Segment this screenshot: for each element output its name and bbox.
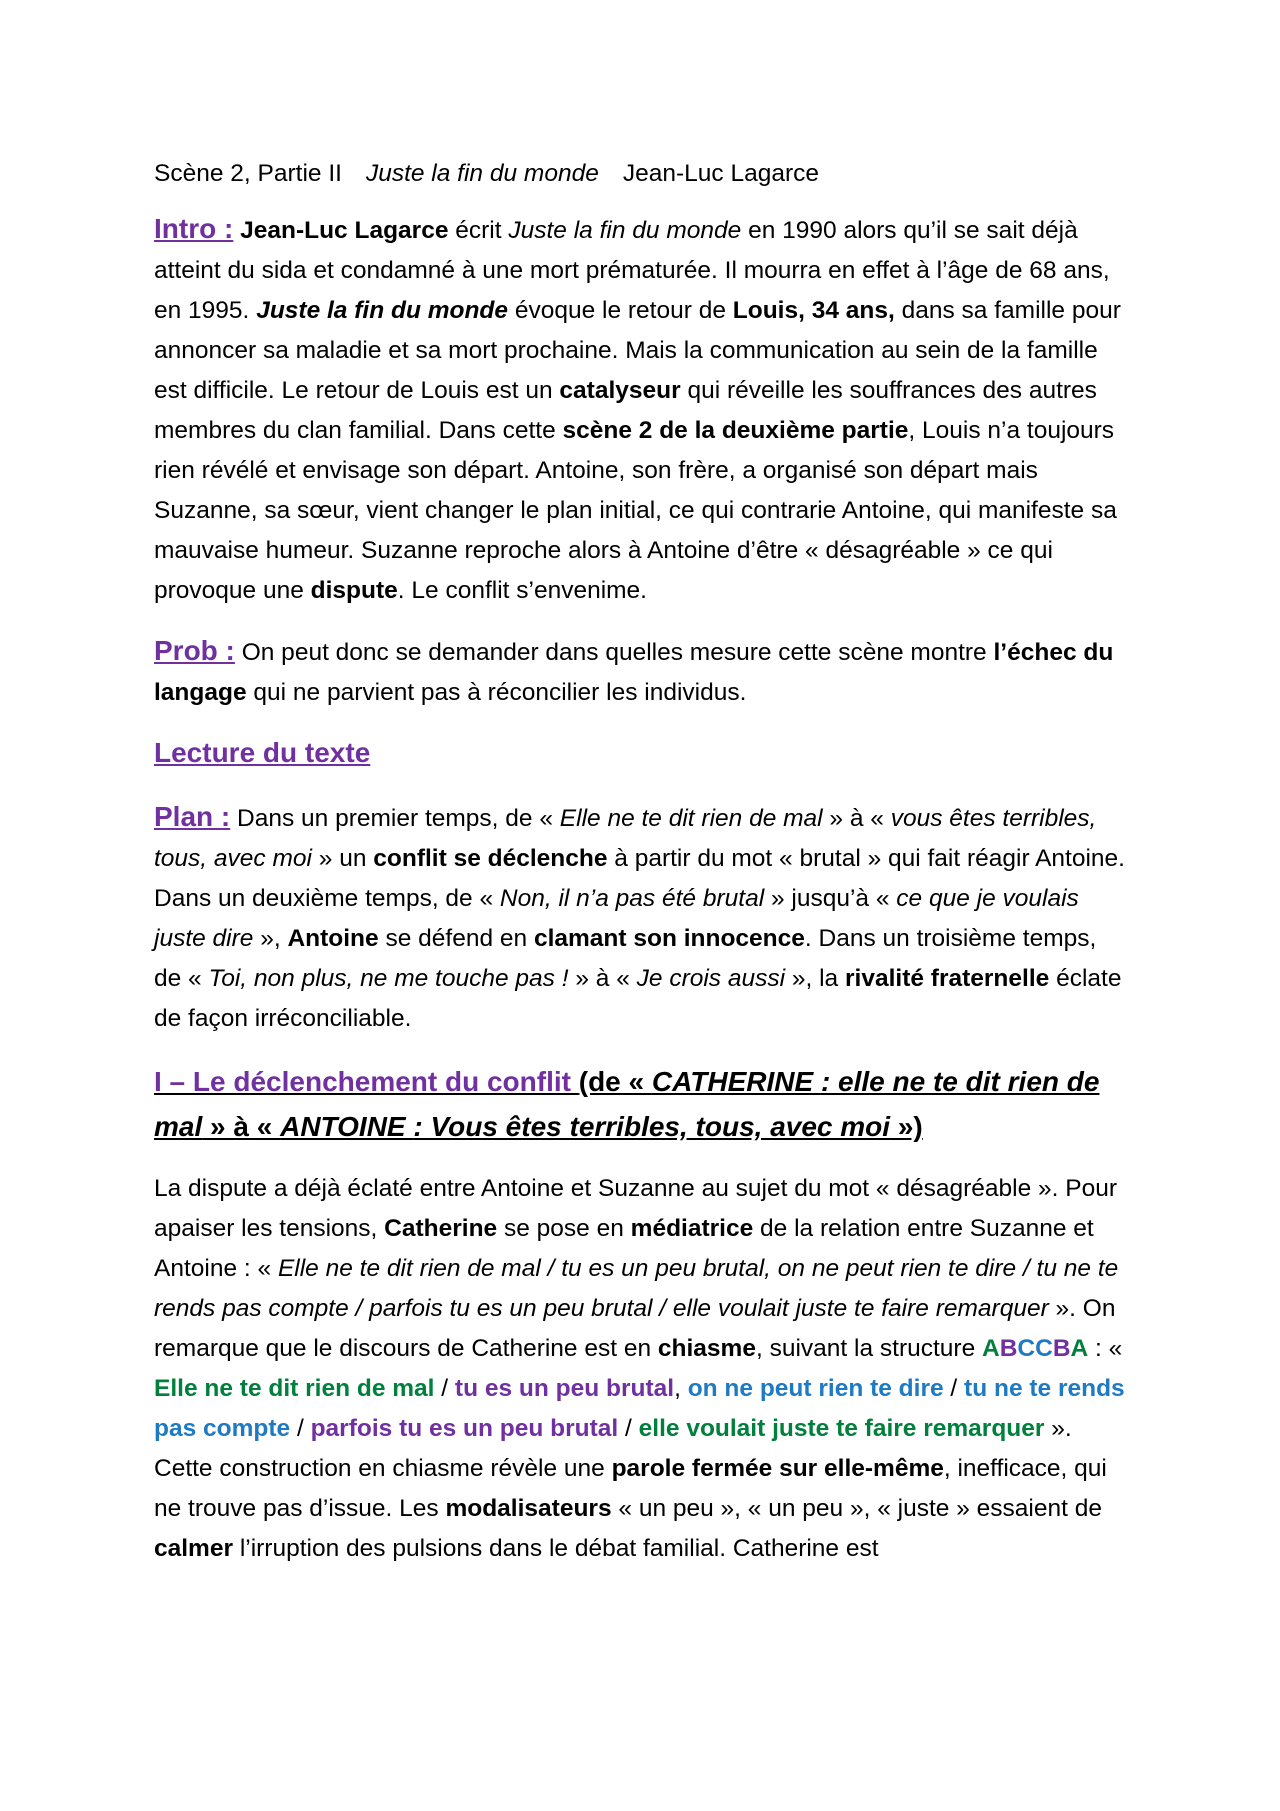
chiasme-letter-c: C	[1035, 1335, 1053, 1362]
intro-text: dans sa famille pour annoncer sa maladie et sa mort prochaine. Mais la communication au sein de la famille est difficile. Le retour de Louis est un	[154, 297, 1121, 404]
chiasme-part-c: on ne peut rien te dire	[687, 1375, 944, 1402]
body-text: ». On remarque que le discours de Catherine est en	[154, 1295, 1116, 1362]
section-1-quote: : elle ne te dit rien de mal	[154, 1066, 1100, 1142]
plan-bold: rivalité fraternelle	[845, 965, 1050, 992]
body-text: , inefficace, qui ne trouve pas d’issue. Les	[154, 1455, 1107, 1522]
lecture-label: Lecture du texte	[154, 737, 371, 768]
plan-quote: Elle ne te dit rien de mal	[559, 805, 823, 832]
intro-author: Jean-Luc Lagarce	[240, 217, 449, 244]
prob-label: Prob :	[154, 635, 235, 666]
section-1-quote: CATHERINE	[651, 1066, 821, 1097]
plan-text: Dans un premier temps, de «	[230, 805, 560, 832]
chiasme-separator: /	[290, 1415, 311, 1442]
section-1-range: » à «	[202, 1111, 281, 1142]
body-text: se pose en	[497, 1215, 631, 1242]
plan-quote: ce que je voulais juste dire	[154, 885, 1079, 952]
plan-quote: vous êtes terribles, tous, avec moi	[154, 805, 1097, 872]
plan-quote: Toi, non plus, ne me touche pas !	[208, 965, 569, 992]
plan-text: » à «	[822, 805, 891, 832]
plan-paragraph	[154, 797, 1130, 1039]
prob-text: qui ne parvient pas à réconcilier les individus.	[246, 679, 747, 706]
body-text: : «	[1088, 1335, 1123, 1362]
plan-label: Plan :	[154, 801, 231, 832]
chiasme-letter-b: B	[999, 1335, 1018, 1362]
header-scene: Scène 2, Partie II	[154, 160, 342, 187]
intro-dispute: dispute	[310, 577, 398, 604]
chiasme-separator: /	[434, 1375, 455, 1402]
prob-bold: l’échec du langage	[154, 639, 1114, 706]
chiasme-part-b: parfois tu es un peu brutal	[310, 1415, 619, 1442]
plan-bold: clamant son innocence	[533, 925, 805, 952]
section-1-quote: : Vous êtes terribles, tous, avec moi	[413, 1111, 891, 1142]
plan-text: » jusqu’à «	[764, 885, 897, 912]
chiasme-separator: /	[618, 1415, 639, 1442]
chiasme-letter-c: C	[1017, 1335, 1036, 1362]
intro-label: Intro :	[154, 213, 234, 244]
chiasme-part-c: tu ne te rends pas compte	[154, 1375, 1125, 1442]
intro-text: évoque le retour de	[508, 297, 733, 324]
intro-text: . Le conflit s’envenime.	[397, 577, 647, 604]
plan-text: se défend en	[378, 925, 534, 952]
intro-work: Juste la fin du monde	[508, 217, 742, 244]
intro-text: , Louis n’a toujours rien révélé et envisage son départ. Antoine, son frère, a organisé son départ mais Suzanne, sa sœur, vient changer le plan initial, ce qui contrarie Antoine, qui manifeste sa mauvaise humeur. Suzanne reproche alors à Antoine d’être « désagréable » ce qui provoque une	[154, 417, 1117, 604]
plan-text: » à «	[568, 965, 637, 992]
body-text: , suivant la structure	[755, 1335, 983, 1362]
chiasme-separator: /	[943, 1375, 965, 1402]
plan-quote: Je crois aussi	[636, 965, 786, 992]
prob-text: On peut donc se demander dans quelles mesure cette scène montre	[234, 639, 994, 666]
chiasme-part-a: elle voulait juste te faire remarquer	[638, 1415, 1045, 1442]
intro-catalyseur: catalyseur	[559, 377, 681, 404]
body-bold: modalisateurs	[445, 1495, 612, 1522]
document-header	[154, 157, 1130, 191]
section-1-heading: I – Le déclenchement du conflit	[154, 1066, 579, 1097]
intro-text: qui réveille les souffrances des autres membres du clan familial. Dans cette	[154, 377, 1097, 444]
chiasme-separator: ,	[674, 1375, 688, 1402]
intro-louis: Louis, 34 ans,	[732, 297, 895, 324]
prob-paragraph	[154, 631, 1130, 713]
section-1-quote: ANTOINE	[280, 1111, 414, 1142]
body-bold: calmer	[154, 1535, 234, 1562]
body-text: de la relation entre Suzanne et Antoine : «	[154, 1215, 1094, 1282]
chiasme-letter-b: B	[1052, 1335, 1071, 1362]
plan-bold: Antoine	[287, 925, 379, 952]
section-1-paragraph	[154, 1169, 1130, 1569]
body-bold: médiatrice	[630, 1215, 754, 1242]
body-text: « un peu », « un peu », « juste » essaient de	[611, 1495, 1102, 1522]
chiasme-part-a: Elle ne te dit rien de mal	[154, 1375, 435, 1402]
chiasme-letter-a: A	[1070, 1335, 1089, 1362]
intro-text: en 1990 alors qu’il se sait déjà atteint du sida et condamné à une mort prématurée. Il mourra en effet à l’âge de 68 ans, en 1995.	[154, 217, 1110, 324]
body-bold: chiasme	[657, 1335, 756, 1362]
section-1-range: (de «	[578, 1066, 652, 1097]
plan-text: », la	[785, 965, 845, 992]
chiasme-letter-a: A	[982, 1335, 1000, 1362]
plan-text: à partir du mot « brutal » qui fait réagir Antoine. Dans un deuxième temps, de «	[154, 845, 1125, 912]
plan-text: éclate de façon irréconciliable.	[154, 965, 1122, 1032]
plan-bold: conflit se déclenche	[373, 845, 608, 872]
body-text: l’irruption des pulsions dans le débat familial. Catherine est	[233, 1535, 879, 1562]
body-text: ». Cette construction en chiasme révèle une	[154, 1415, 1072, 1482]
lecture-heading	[154, 733, 1130, 775]
chiasme-part-b: tu es un peu brutal	[454, 1375, 675, 1402]
section-1-range: »)	[890, 1111, 923, 1142]
body-quote: Elle ne te dit rien de mal / tu es un peu brutal, on ne peut rien te dire / tu ne te rends pas compte / parfois tu es un peu brutal / elle voulait juste te faire remarquer	[154, 1255, 1119, 1322]
intro-scene: scène 2 de la deuxième partie	[562, 417, 909, 444]
intro-work-bold: Juste la fin du monde	[256, 297, 509, 324]
plan-quote: Non, il n’a pas été brutal	[499, 885, 765, 912]
section-1-title	[154, 1059, 1130, 1149]
header-author: Jean-Luc Lagarce	[622, 160, 819, 187]
plan-text: . Dans un troisième temps, de «	[154, 925, 1097, 992]
body-text: La dispute a déjà éclaté entre Antoine et Suzanne au sujet du mot « désagréable ». Pour apaiser les tensions,	[154, 1175, 1117, 1242]
plan-text: » un	[311, 845, 374, 872]
header-work-title: Juste la fin du monde	[365, 160, 599, 187]
intro-paragraph	[154, 209, 1130, 611]
body-bold: Catherine	[384, 1215, 498, 1242]
body-bold: parole fermée sur elle-même	[611, 1455, 944, 1482]
intro-text: écrit	[448, 217, 509, 244]
plan-text: »,	[253, 925, 288, 952]
